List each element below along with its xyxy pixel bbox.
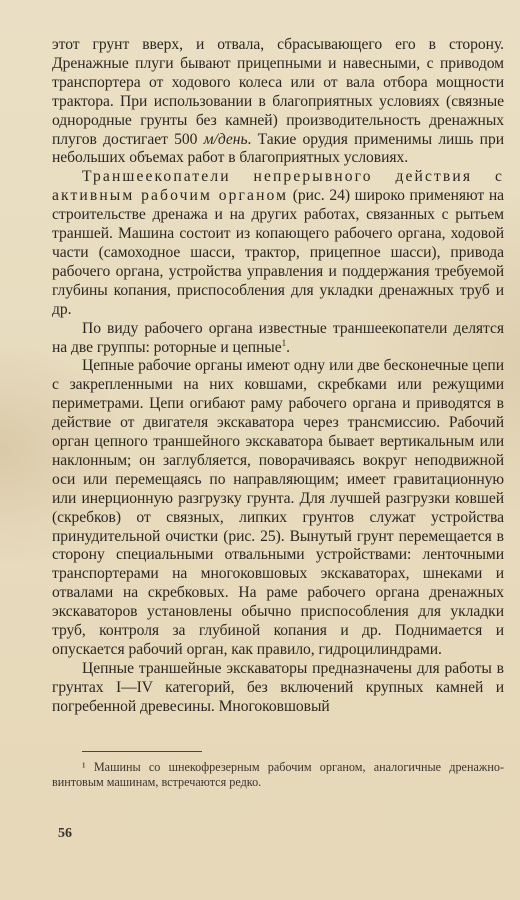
text-run: 1 (281, 337, 287, 348)
paragraph-5 (52, 660, 504, 717)
page-number: 56 (58, 826, 72, 841)
paragraph-3 (52, 320, 504, 358)
text-run: (рис. 24) широко применяют на строительстве дренажа и на других работах, связанных с рытьем траншей. Машина состоит из копающего рабочего органа, ходовой части (самоходное шасси, трактор, прицепное шасси), привода рабочего органа, устройства управления и поддержания требуемой глубины копания, приспособления для укладки дренажных труб и др. (52, 187, 504, 318)
text-run: . (286, 338, 290, 356)
text-run: Траншеекопатели непрерывного действия с активным рабочим органом (52, 168, 504, 205)
footnote: ¹ Машины со шнекофрезерным рабочим органом, аналогичные дренажно-винтовым машинам, встречаются редко. (52, 759, 504, 790)
text-run: По виду рабочего органа известные траншеекопатели делятся на две группы: роторные и цепные (52, 319, 504, 356)
page-body (52, 36, 504, 790)
paragraph-1 (52, 36, 504, 168)
text-run: м/день (203, 130, 248, 148)
paragraph-2 (52, 168, 504, 319)
text-run: . Такие орудия применимы лишь при небольших объемах работ в благоприятных условиях. (52, 130, 504, 167)
text-run: Цепные траншейные экскаваторы предназначены для работы в грунтах I—IV категорий, без включений крупных камней и погребенной древесины. Многоковшовый (52, 659, 504, 715)
footnote-divider (82, 751, 202, 752)
text-run: этот грунт вверх, и отвала, сбрасывающего его в сторону. Дренажные плуги бывают прицепными и навесными, с приводом транспортера от ходового колеса или от вала отбора мощности трактора. При использовании в благоприятных условиях (связные однородные грунты без камней) производительность дренажных плугов достигает 500 (52, 36, 504, 148)
paragraph-4 (52, 357, 504, 660)
text-run: Цепные рабочие органы имеют одну или две бесконечные цепи с закрепленными на них ковшами, скребками или режущими периметрами. Цепи огибают раму рабочего органа и приводятся в действие от двигателя экскаватора через трансмиссию. Рабочий орган цепного траншейного экскаватора бывает вертикальным или наклонным; он заглубляется, поворачиваясь вокруг неподвижной оси или перемещаясь по направляющим; имеет гравитационную или инерционную разгрузку грунта. Для лучшей разгрузки ковшей (скребков) от связных, липких грунтов служат устройства принудительной очистки (рис. 25). Вынутый грунт перемещается в сторону специальными отвальными устройствами: ленточными транспортерами на многоковшовых экскаваторах, шнеками и отвалами на скребковых. На раме рабочего органа дренажных экскаваторов установлены обычно приспособления для укладки труб, контроля за глубиной копания и др. Поднимается и опускается рабочий орган, как правило, гидроцилиндрами. (52, 357, 504, 658)
